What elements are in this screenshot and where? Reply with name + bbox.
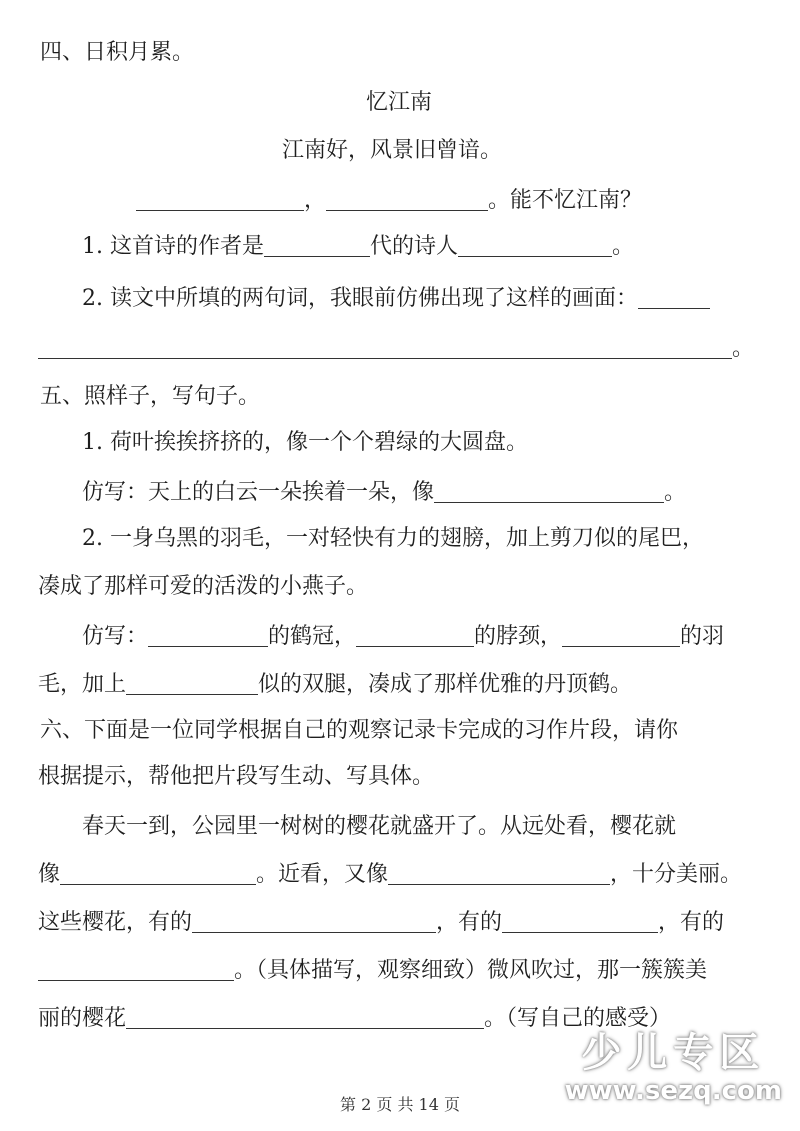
poem-line-2 <box>136 186 642 216</box>
section6-heading-line1: 六、下面是一位同学根据自己的观察记录卡完成的习作片段，请你 <box>40 718 679 743</box>
p2-text-c: ，十分美丽。 <box>610 862 743 887</box>
p3-text-a: 这些樱花，有的 <box>38 910 193 935</box>
q2-end: 。 <box>732 336 755 361</box>
poem-blank-2[interactable] <box>326 188 488 211</box>
example-2-line1: 2. 一身乌黑的羽毛，一对轻快有力的翅膀，加上剪刀似的尾巴， <box>82 526 704 551</box>
section5-heading: 五、照样子，写句子。 <box>40 384 261 409</box>
feather-blank[interactable] <box>562 624 680 647</box>
crown-blank[interactable] <box>148 624 268 647</box>
q1-text-c: 。 <box>612 234 635 259</box>
some-blank-1[interactable] <box>192 910 436 933</box>
imitation-2-line2 <box>38 670 632 700</box>
poet-blank[interactable] <box>458 234 612 257</box>
p2-text-a: 像 <box>38 862 61 887</box>
legs-blank[interactable] <box>126 672 258 695</box>
section6-heading-line2: 根据提示，帮他把片段写生动、写具体。 <box>38 764 435 789</box>
poem-title: 忆江南 <box>366 90 433 115</box>
p5-text-a: 丽的樱花 <box>38 1006 127 1031</box>
p3-text-c: ，有的 <box>658 910 725 935</box>
feeling-blank[interactable] <box>126 1006 484 1029</box>
watermark-url: www.sezq.com <box>564 1076 782 1106</box>
near-view-blank[interactable] <box>388 862 610 885</box>
imit2-text-b: 的鹤冠， <box>268 624 357 649</box>
neck-blank[interactable] <box>356 624 474 647</box>
question-4-1 <box>82 232 634 262</box>
p4-text: 。（具体描写，观察细致）微风吹过，那一簇簇美 <box>234 958 708 983</box>
page-footer: 第 2 页 共 14 页 <box>340 1095 460 1114</box>
passage-line3 <box>38 908 724 938</box>
example-2-line2: 凑成了那样可爱的活泼的小燕子。 <box>38 574 369 599</box>
some-blank-2[interactable] <box>502 910 658 933</box>
question-4-2 <box>82 284 710 314</box>
scene-blank-2[interactable] <box>38 336 732 359</box>
passage-line4 <box>38 956 707 986</box>
imit1-text: 仿写：天上的白云一朵挨着一朵，像 <box>82 480 435 505</box>
poem-blank-1[interactable] <box>136 188 304 211</box>
p5-text-b: 。（写自己的感受） <box>484 1006 672 1031</box>
imitation-1 <box>82 478 686 508</box>
imit1-blank[interactable] <box>434 480 664 503</box>
imit2-text-d: 的羽 <box>680 624 725 649</box>
imit1-end: 。 <box>664 480 687 505</box>
passage-line1: 春天一到，公园里一树树的樱花就盛开了。从远处看，樱花就 <box>82 814 677 839</box>
section4-heading: 四、日积月累。 <box>40 40 195 65</box>
dynasty-blank[interactable] <box>264 234 370 257</box>
imitation-2-line1 <box>82 622 724 652</box>
imit2-label: 仿写： <box>82 624 149 649</box>
imit2-text-e: 毛，加上 <box>38 672 127 697</box>
question-4-2-line2 <box>38 334 754 364</box>
far-view-blank[interactable] <box>60 862 256 885</box>
example-1: 1. 荷叶挨挨挤挤的，像一个个碧绿的大圆盘。 <box>82 430 528 455</box>
q1-text-b: 代的诗人 <box>369 234 458 259</box>
passage-line2 <box>38 860 742 890</box>
imit2-text-c: 的脖颈， <box>474 624 563 649</box>
imit2-text-f: 似的双腿，凑成了那样优雅的丹顶鹤。 <box>258 672 633 697</box>
p3-text-b: ，有的 <box>436 910 503 935</box>
poem-line-1: 江南好，风景旧曾谙。 <box>282 138 503 163</box>
poem-sep: ， <box>304 188 327 213</box>
poem-line-2-end: 。能不忆江南？ <box>488 188 643 213</box>
scene-blank-1[interactable] <box>638 286 710 309</box>
some-blank-3[interactable] <box>38 958 234 981</box>
p2-text-b: 。近看，又像 <box>256 862 389 887</box>
watermark-title: 少儿专区 <box>581 1030 766 1076</box>
q2-text: 2. 读文中所填的两句词，我眼前仿佛出现了这样的画面： <box>82 286 638 311</box>
q1-text-a: 1. 这首诗的作者是 <box>82 234 264 259</box>
